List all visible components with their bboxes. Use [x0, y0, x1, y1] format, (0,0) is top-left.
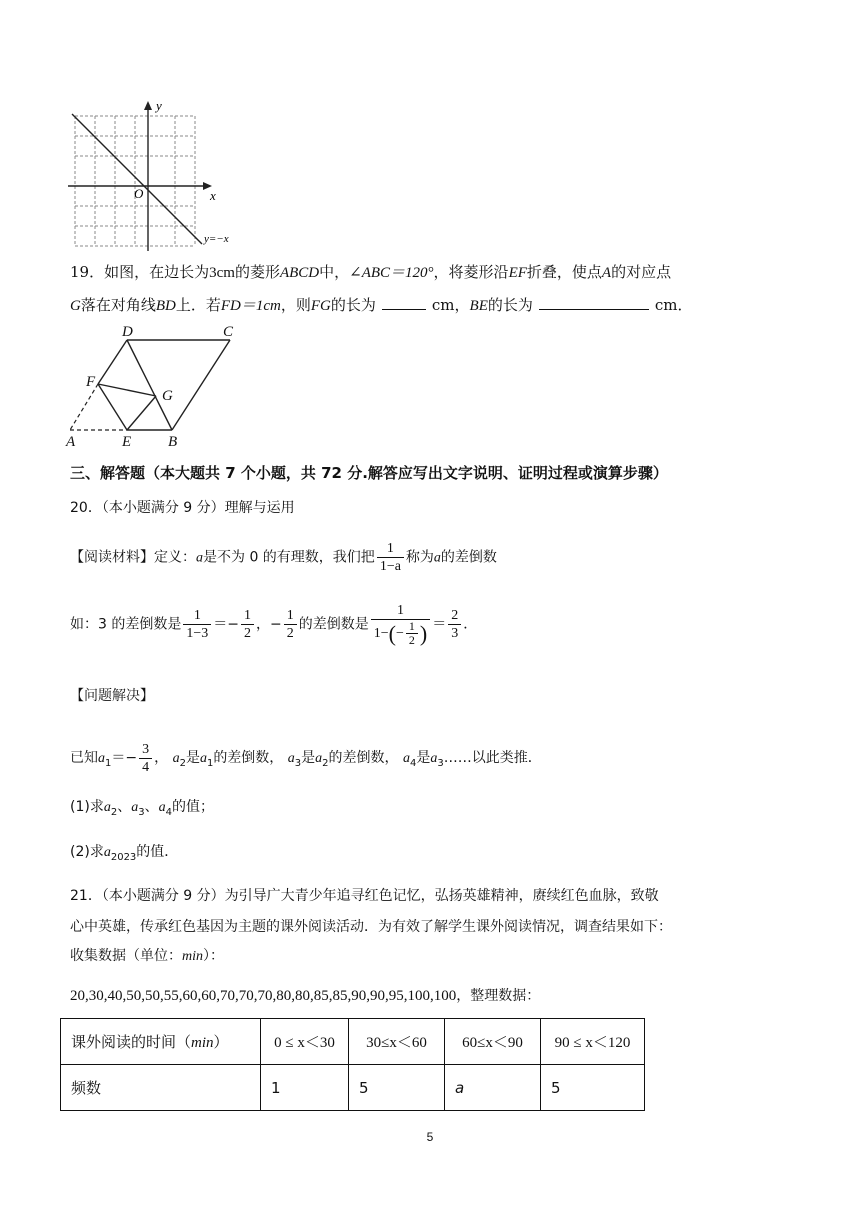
label-E: E [122, 434, 132, 448]
nested-fraction: 1 1− ( − $\frac{1}{2}$ ) [371, 602, 430, 647]
q20-part2: (2)求$a_{2023}$的值． [70, 844, 179, 863]
q21-line2: 心中英雄，传承红色基因为主题的课外阅读活动．为有效了解学生课外阅读情况，调查结果如下： [70, 919, 672, 935]
q20-example: 如：3 的差倒数是 $\frac{1}{1-3}$ ＝− $\frac{1}{2}$ ，− $\frac{1}{2}$ 的差倒数是 1 1− ( − $\frac{1}{2}$ ) ＝ $\frac{2}{3}$ ． [70, 603, 478, 647]
section-3-heading: 三、解答题（本大题共 7 个小题，共 72 分.解答应写出文字说明、证明过程或演算步骤） [70, 464, 668, 482]
table-row: 课外阅读的时间（min） 0 ≤ x＜30 30≤x＜60 60≤x＜90 90 ≤ x＜120 [61, 1019, 645, 1065]
q20-problem-heading: 【问题解决】 [70, 688, 154, 704]
y-axis-label: y [156, 98, 162, 113]
label-G: G [162, 388, 173, 404]
q19-line1: 19．如图，在边长为3cm的菱形ABCD中，∠ABC＝120°，将菱形沿EF折叠，使点A的对应点 [70, 263, 672, 281]
q20-part1: (1)求$a_2$、$a_3$、$a_4$的值； [70, 799, 214, 818]
answer-blank-be[interactable] [539, 294, 649, 310]
label-C: C [223, 324, 234, 340]
q20-reading-material: 【阅读材料】定义：a是不为 0 的有理数，我们把 $\frac{1}{1-a}$ 称为a的差倒数 [70, 541, 497, 574]
q21-line1: 21．（本小题满分 9 分）为引导广大青少年追寻红色记忆，弘扬英雄精神，赓续红色血脉，致敬 [70, 888, 659, 904]
page-number: 5 [426, 1130, 434, 1144]
label-D: D [122, 324, 133, 340]
answer-blank-fg[interactable] [382, 294, 426, 310]
origin-label: O [134, 186, 144, 201]
label-F: F [86, 374, 96, 390]
label-B: B [168, 434, 178, 448]
q20-given: 已知$a_1=-$ $\frac{3}{4}$ ， $a_2$是$a_1$的差倒数， $a_3$是$a_2$的差倒数， $a_4$是$a_3\dots\dots$以此类推． [70, 741, 542, 775]
q20-title: 20．（本小题满分 9 分）理解与运用 [70, 500, 295, 516]
frequency-table [60, 1018, 645, 1111]
fraction-definition: $\frac{1}{1-a}$ [377, 540, 404, 575]
label-A: A [66, 434, 76, 448]
x-axis-label: x [210, 188, 216, 203]
line-label: y=−x [204, 233, 229, 245]
coordinate-graph [60, 96, 250, 256]
rhombus-figure [60, 320, 260, 448]
q21-data-line: 20,30,40,50,50,55,60,60,70,70,70,80,80,85,85,90,90,95,100,100，整理数据： [70, 988, 541, 1004]
table-row: 频数 1 5 a 5 [61, 1065, 645, 1111]
q19-line2: G落在对角线BD上．若FD＝1cm，则FG的长为 cm，BE的长为 cm． [70, 296, 693, 314]
q21-line3: 收集数据（单位：min）： [70, 948, 224, 964]
